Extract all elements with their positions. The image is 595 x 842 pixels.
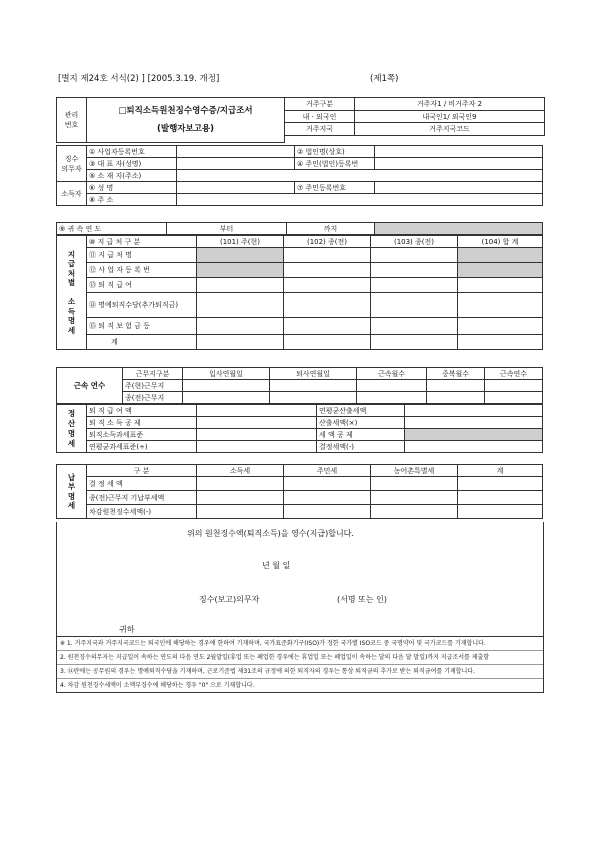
calc-table <box>56 404 543 453</box>
honorary-retirement-label: ⑭ 명예퇴직수당(추가퇴직금) <box>87 293 197 318</box>
nationality-label: 내 · 외국인 <box>285 110 355 123</box>
residence-country-code-label: 거주지국코드 <box>355 123 545 136</box>
address-input[interactable] <box>177 194 543 206</box>
tax-credit-label: 세 액 공 제 <box>317 429 405 441</box>
income-tax-header: 소득세 <box>197 465 284 477</box>
period-from[interactable]: 부터 <box>167 223 287 235</box>
col-previous-2: (103) 종(전) <box>371 236 458 248</box>
period-shaded <box>375 223 543 235</box>
form-title-main: □퇴직소득원천징수영수증/지급조서 <box>118 106 253 116</box>
income-table <box>56 235 543 350</box>
net-withholding-label: 차감원천징수세액(-) <box>87 505 197 519</box>
residency-type-value[interactable]: 거주자1 / 비거주자 2 <box>355 98 545 111</box>
calc-tax-label: 산출세액(×) <box>317 417 405 429</box>
corp-name-label: ② 법인명(상호) <box>295 146 375 158</box>
workplace-type-header: 근무지구분 <box>123 368 183 380</box>
service-section-label: 근속 연수 <box>57 368 123 404</box>
avg-tax-base-label: 연평균과세표준(÷) <box>87 441 197 453</box>
notes-block <box>56 636 544 693</box>
payer-label: 징수 의무자 <box>57 146 87 182</box>
determined-tax-label: 결정세액(-) <box>317 441 405 453</box>
income-total-label: 계 <box>87 335 197 350</box>
nationality-value[interactable]: 내국인1/ 외국인9 <box>355 110 545 123</box>
attribution-year-label: ⑨ 귀 속 연 도 <box>57 223 167 235</box>
tax-base-label: 퇴직소득과세표준 <box>87 429 197 441</box>
leave-date-header: 퇴사연월일 <box>270 368 357 380</box>
service-table <box>56 367 543 404</box>
prepaid-tax-label: 종(전)근무지 기납부세액 <box>87 491 197 505</box>
residency-type-label: 거주구분 <box>285 98 355 111</box>
declaration-text: 위의 원천징수액(퇴직소득)을 영수(지급)합니다. <box>187 529 354 538</box>
management-number: 관리 번호 <box>57 98 87 143</box>
service-months-header: 근속월수 <box>357 368 427 380</box>
previous-workplace-label: 종(전)근무지 <box>123 392 183 404</box>
col-previous-1: (102) 종(전) <box>284 236 371 248</box>
form-header <box>58 72 538 84</box>
earner-name-label: ⑥ 성 명 <box>87 182 177 194</box>
form-title <box>87 98 285 143</box>
note-2: 2. 원천징수의무자는 지급일이 속하는 연도의 다음 연도 2월말일(휴업 또는 폐업한 경우에는 휴업일 또는 폐업일이 속하는 달의 다음 달 말일)까지 지급조서를 제출함 <box>57 650 543 664</box>
top-block <box>56 97 545 143</box>
period-row <box>56 222 543 235</box>
payer-signature-label: 징수(보고)의무자 <box>199 595 260 604</box>
biz-reg-no-input[interactable] <box>177 146 295 158</box>
representative-input[interactable] <box>177 158 295 170</box>
resident-tax-header: 주민세 <box>284 465 371 477</box>
residence-country-label: 거주지국 <box>285 123 355 136</box>
form-title-sub: (발행자보고용) <box>156 124 215 134</box>
tax-category-header: 구 분 <box>87 465 197 477</box>
representative-label: ③ 대 표 자(성명) <box>87 158 177 170</box>
corp-name-input[interactable] <box>375 146 543 158</box>
service-years-header: 근속연수 <box>485 368 543 380</box>
tax-table <box>56 464 543 519</box>
location-input[interactable] <box>177 170 543 182</box>
earner-label: 소득자 <box>57 182 87 206</box>
note-3: 3. ⑭란에는 공무원의 경우는 명예퇴직수당을 기재하며, 근로기준법 제31조의 규정에 의한 퇴직자의 경우는 통상 퇴직금의 추가로 받는 퇴직금여를 기재합니다. <box>57 664 543 678</box>
calc-section-label: 정 산 명 세 <box>57 405 87 453</box>
period-to[interactable]: 까지 <box>287 223 375 235</box>
tax-total-header: 계 <box>458 465 543 477</box>
corp-reg-no-input[interactable] <box>375 158 543 170</box>
income-section-label: 지 급 처 별 소 득 명 세 <box>57 236 87 350</box>
note-4: 4. 차감 원천징수세액이 소액부징수에 해당하는 경우 "0" 으로 기재합니다. <box>57 678 543 692</box>
overlap-months-header: 중복월수 <box>427 368 485 380</box>
declaration-date[interactable]: 년 월 일 <box>262 561 291 570</box>
avg-calc-tax-label: 연평균산출세액 <box>317 405 405 417</box>
resident-no-input[interactable] <box>375 182 543 194</box>
tax-section-label: 납 부 명 세 <box>57 465 87 519</box>
retirement-insurance-label: ⑮ 퇴 직 보 험 금 등 <box>87 318 197 335</box>
col-current: (101) 주(현) <box>197 236 284 248</box>
retirement-deduction-label: 퇴 직 소 득 공 제 <box>87 417 197 429</box>
payer-earner-block <box>56 145 543 206</box>
col-total: (104) 합 계 <box>458 236 543 248</box>
payer-name-label: ⑪ 지 급 처 명 <box>87 248 197 263</box>
biz-reg-no-label: ① 사업자등록번호 <box>87 146 177 158</box>
addressee-label: 귀하 <box>119 625 135 634</box>
corp-reg-no-label: ④ 주민(법인)등록번 <box>295 158 375 170</box>
page-number: (제1쪽) <box>370 74 399 84</box>
current-workplace-label: 주(현)근무지 <box>123 380 183 392</box>
declaration-block <box>56 522 544 637</box>
payer-biz-no-label: ⑫ 사 업 자 등 록 번 <box>87 263 197 278</box>
hire-date-header: 입사연월일 <box>183 368 270 380</box>
location-label: ⑤ 소 재 지(주소) <box>87 170 177 182</box>
determined-amount-label: 결 정 세 액 <box>87 477 197 491</box>
earner-name-input[interactable] <box>177 182 295 194</box>
resident-no-label: ⑦ 주민등록번호 <box>295 182 375 194</box>
note-1: ※ 1. 거주지국과 거주지국코드는 퇴국인에 해당하는 경우에 한하여 기재하며, 국가표준화기구(ISO)가 정한 국가별 ISO코드 중 국명약어 및 국가코드를 기재합니다. <box>60 640 486 647</box>
address-label: ⑧ 주 소 <box>87 194 177 206</box>
form-number: [별지 제24호 서식(2) ] [2005.3.19. 개정] <box>58 74 220 84</box>
retirement-pay-label: ⑬ 퇴 직 급 여 <box>87 278 197 293</box>
signature-field[interactable]: (서명 또는 인) <box>337 595 387 604</box>
payer-type-header: ⑩ 지 급 처 구 분 <box>87 236 197 248</box>
rural-tax-header: 농어촌특별세 <box>371 465 458 477</box>
retirement-amount-label: 퇴 직 급 여 액 <box>87 405 197 417</box>
